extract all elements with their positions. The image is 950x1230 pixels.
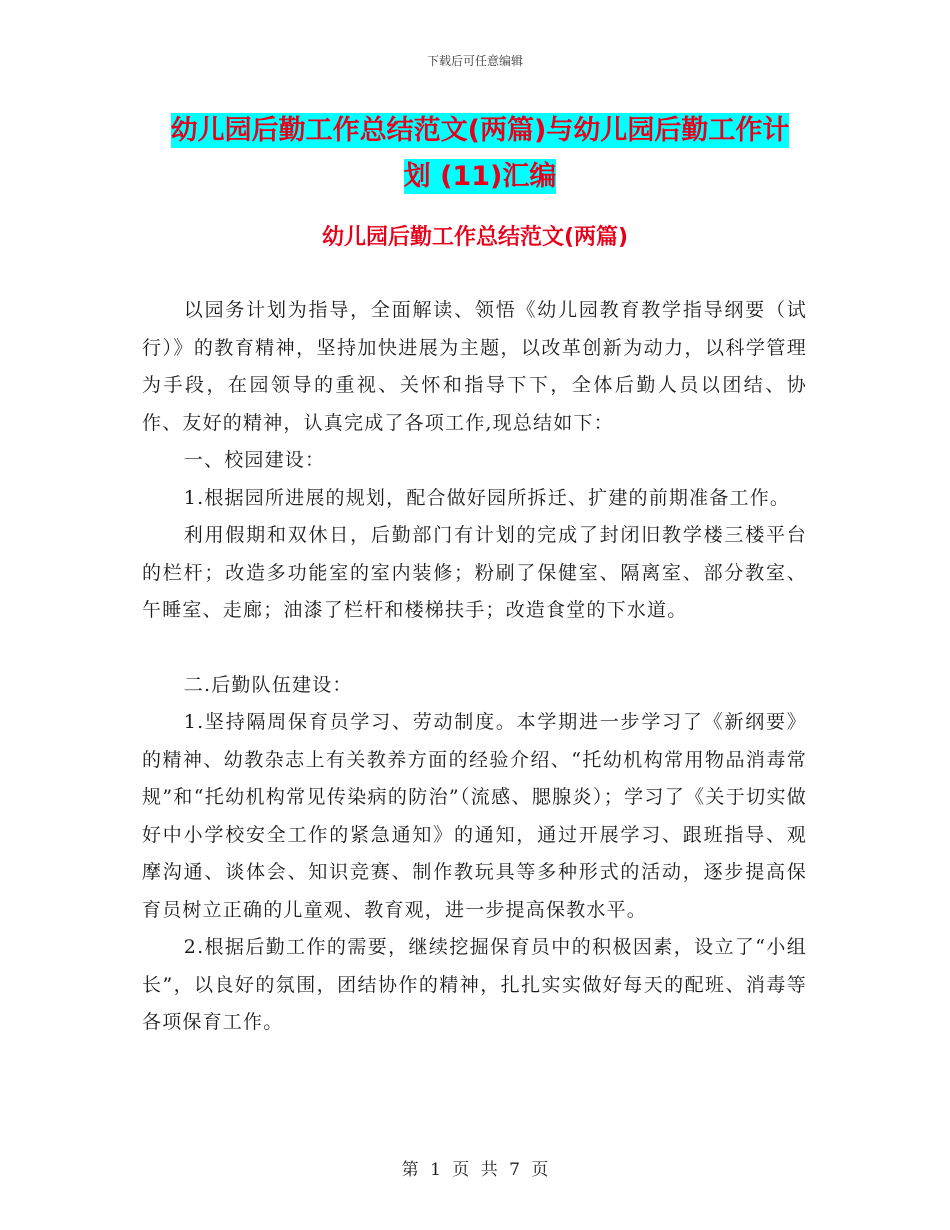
page-number: 第 1 页 共 7 页 <box>401 1160 549 1180</box>
paragraph-team-2: 2.根据后勤工作的需要，继续挖掘保育员中的积极因素，设立了“小组长”，以良好的氛围，团结协作的精神，扎扎实实做好每天的配班、消毒等各项保育工作。 <box>142 936 807 1033</box>
paragraph-campus-1: 1.根据园所进展的规划，配合做好园所拆迁、扩建的前期准备工作。 <box>183 486 791 509</box>
title-line-1: 幼儿园后勤工作总结范文(两篇)与幼儿园后勤工作计 <box>170 115 790 146</box>
title-line-2: 划 (11)汇编 <box>403 161 557 192</box>
document-title <box>140 108 820 200</box>
paragraph-intro: 以园务计划为指导，全面解读、领悟《幼儿园教育教学指导纲要（试行）》的教育精神，坚持加快进展为主题，以改革创新为动力，以科学管理为手段，在园领导的重视、关怀和指导下下，全体后勤人员以团结、协作、友好的精神，认真完成了各项工作,现总结如下： <box>142 299 807 434</box>
section-subtitle: 幼儿园后勤工作总结范文(两篇) <box>321 225 629 250</box>
header-note: 下载后可任意编辑 <box>426 54 523 68</box>
heading-campus-construction: 一、校园建设： <box>183 449 326 471</box>
body-text <box>142 292 807 1042</box>
paragraph-team-1: 1.坚持隔周保育员学习、劳动制度。本学期进一步学习了《新纲要》的精神、幼教杂志上有关教养方面的经验介绍、“托幼机构常用物品消毒常规”和“托幼机构常见传染病的防治”（流感、腮腺炎）；学习了《关于切实做好中小学校安全工作的紧急通知》的通知，通过开展学习、跟班指导、观摩沟通、谈体会、知识竞赛、制作教玩具等多种形式的活动，逐步提高保育员树立正确的儿童观、教育观，进一步提高保教水平。 <box>142 711 807 921</box>
paragraph-campus-2: 利用假期和双休日，后勤部门有计划的完成了封闭旧教学楼三楼平台的栏杆；改造多功能室的室内装修；粉刷了保健室、隔离室、部分教室、午睡室、走廊；油漆了栏杆和楼梯扶手；改造食堂的下水道。 <box>142 524 807 621</box>
heading-team-building: 二.后勤队伍建设： <box>183 673 353 696</box>
